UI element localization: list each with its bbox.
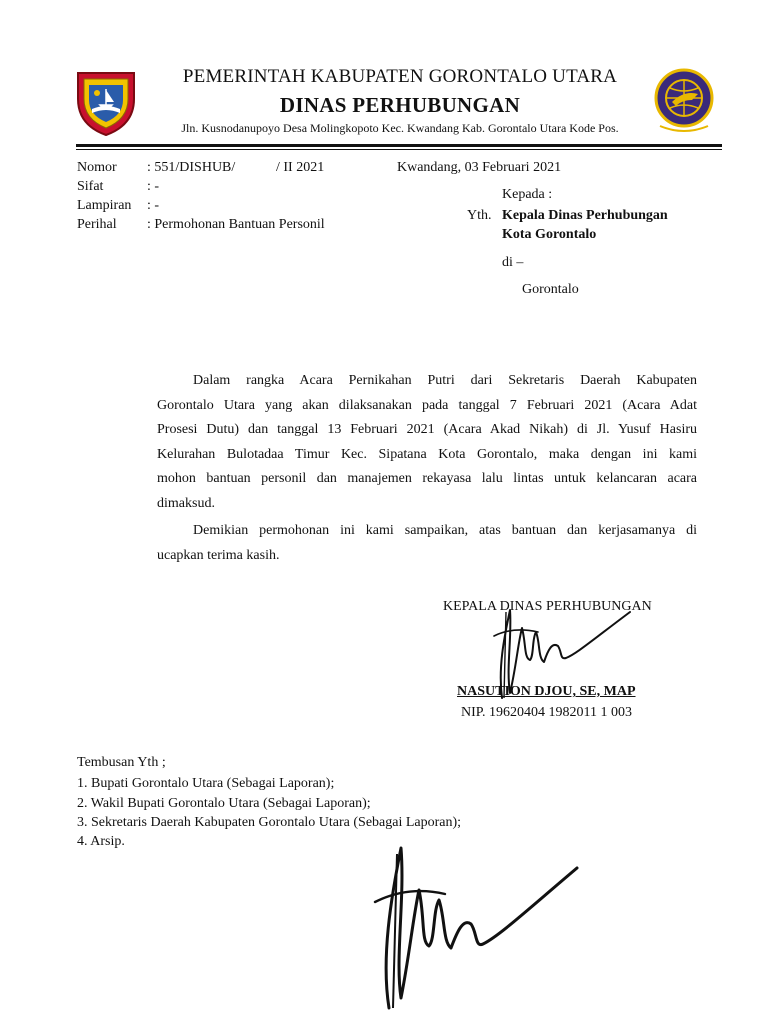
regency-coat-of-arms-logo bbox=[74, 69, 138, 137]
recipient-city: Gorontalo bbox=[522, 282, 579, 297]
sifat-value: : - bbox=[147, 179, 160, 194]
paragraph-2-line: Demikian permohonan ini kami sampaikan, atas bantuan dan kerjasamanya di bbox=[193, 523, 697, 538]
paragraph-1-line: Kelurahan Bulotadaa Timur Kec. Sipatana Kota Gorontalo, maka dengan ini kami bbox=[157, 446, 697, 462]
cc-heading: Tembusan Yth ; bbox=[77, 755, 166, 770]
body-paragraph-1 bbox=[157, 369, 697, 516]
lampiran-value: : - bbox=[147, 198, 160, 213]
paragraph-1-line: Gorontalo Utara yang akan dilaksanakan pada tanggal 7 Februari 2021 (Acara Adat bbox=[157, 397, 697, 413]
paragraph-2-line: ucapkan terima kasih. bbox=[157, 547, 280, 563]
paragraph-1-line: mohon bantuan personil dan manajemen rekayasa lalu lintas untuk kelancaran acara bbox=[157, 471, 697, 486]
cc-list-item: 2. Wakil Bupati Gorontalo Utara (Sebagai Laporan); bbox=[77, 796, 371, 811]
letterhead-divider-thick bbox=[76, 144, 722, 147]
letterhead-divider-thin bbox=[76, 149, 722, 150]
cc-list-item: 4. Arsip. bbox=[77, 834, 125, 849]
recipient-name-line2: Kota Gorontalo bbox=[502, 227, 597, 242]
ministry-of-transportation-emblem-logo bbox=[652, 64, 716, 136]
sifat-label: Sifat bbox=[77, 179, 104, 194]
perihal-label: Perihal bbox=[77, 217, 117, 232]
place-date: Kwandang, 03 Februari 2021 bbox=[397, 160, 562, 175]
kepada-label: Kepada : bbox=[502, 187, 553, 202]
nomor-value: : 551/DISHUB/ bbox=[147, 160, 236, 175]
large-handwritten-signature bbox=[365, 838, 595, 1018]
signatory-name: NASUTION DJOU, SE, MAP bbox=[457, 684, 636, 699]
paragraph-1-line: dimaksud. bbox=[157, 495, 215, 511]
signatory-nip: NIP. 19620404 1982011 1 003 bbox=[461, 705, 632, 720]
letterhead-address: Jln. Kusnodanupoyo Desa Molingkopoto Kec. Kwandang Kab. Gorontalo Utara Kode Pos. bbox=[181, 121, 619, 135]
recipient-name-line1: Kepala Dinas Perhubungan bbox=[502, 208, 668, 223]
recipient-di: di – bbox=[502, 255, 524, 270]
paragraph-1-line: Dalam rangka Acara Pernikahan Putri dari Sekretaris Daerah Kabupaten bbox=[193, 373, 697, 388]
cc-list-item: 1. Bupati Gorontalo Utara (Sebagai Laporan); bbox=[77, 776, 335, 791]
cc-list-item: 3. Sekretaris Daerah Kabupaten Gorontalo Utara (Sebagai Laporan); bbox=[77, 815, 462, 830]
nomor-label: Nomor bbox=[77, 160, 117, 175]
letterhead-government: PEMERINTAH KABUPATEN GORONTALO UTARA bbox=[182, 66, 618, 87]
paragraph-1-line: Prosesi Dutu) dan tanggal 13 Februari 2021 (Acara Akad Nikah) di Jl. Yusuf Hasiru bbox=[157, 422, 697, 437]
nomor-suffix: / II 2021 bbox=[276, 160, 325, 175]
perihal-value: : Permohonan Bantuan Personil bbox=[147, 217, 325, 232]
yth-label: Yth. bbox=[467, 208, 492, 223]
body-paragraph-2 bbox=[157, 519, 697, 568]
lampiran-label: Lampiran bbox=[77, 198, 132, 213]
signature-title: KEPALA DINAS PERHUBUNGAN bbox=[443, 599, 652, 614]
letterhead-agency: DINAS PERHUBUNGAN bbox=[279, 93, 521, 117]
